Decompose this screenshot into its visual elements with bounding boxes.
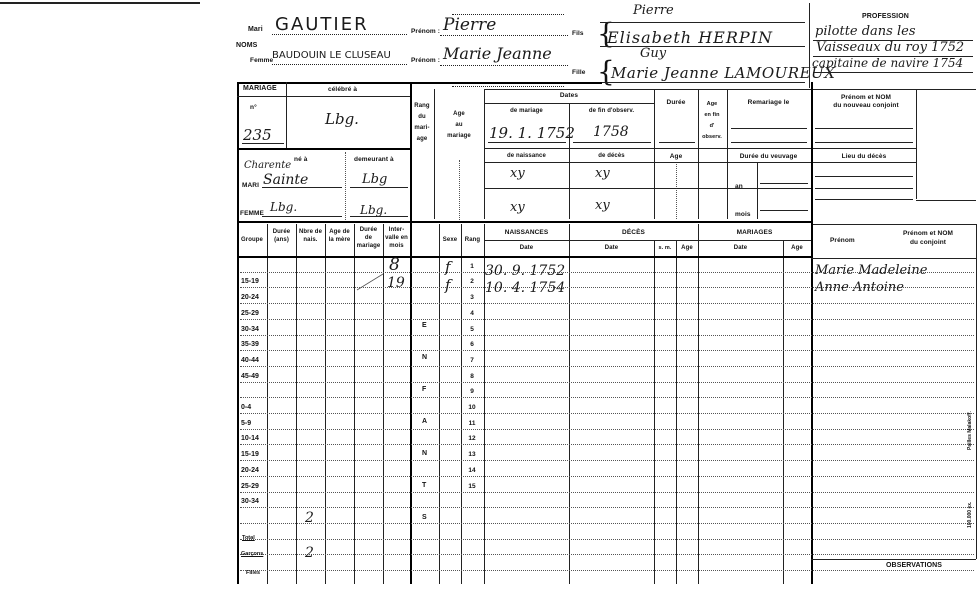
table-left-border (237, 224, 239, 584)
mari-demeurant-value: Lbg (362, 172, 388, 187)
naissances-label: NAISSANCES (504, 229, 549, 236)
rank-number: 11 (468, 420, 476, 427)
femme-demeurant-rule (350, 216, 408, 217)
garcons-label: Garçons (241, 551, 264, 557)
celebre-label: célébré à (328, 86, 358, 93)
profession-line-1: pilotte dans les (815, 24, 916, 39)
duree-mariage-slash (355, 272, 385, 292)
total-label: Total (242, 535, 255, 541)
rang-label: Rang (464, 237, 481, 243)
de-mariage-label: de mariage (510, 108, 543, 114)
nouveau-conjoint-label: Prénom et NOM du nouveau conjoint (833, 94, 899, 109)
prenom-col-label: Prénom (830, 237, 855, 244)
table-row-line (240, 303, 974, 304)
rank-number: 14 (468, 467, 476, 474)
prenom-femme-label: Prénom : (411, 57, 440, 64)
duree-ans-label: Durée (ans) (272, 229, 291, 243)
total-value: 2 (305, 510, 314, 526)
table-row-line (240, 413, 974, 414)
prenom-femme-line (440, 65, 568, 66)
header-bottom-rule-right (811, 258, 976, 259)
fille-line (600, 82, 805, 83)
duree-rule (659, 142, 695, 143)
parents-femme-value: Marie Jeanne LAMOUREUX (611, 64, 836, 82)
age-group-label: 15-19 (241, 451, 259, 458)
conjoint-col-label: Prénom et NOM du conjoint (902, 230, 954, 246)
femme-nom-value: BAUDOUIN LE CLUSEAU (272, 50, 391, 61)
col-sexe (439, 224, 440, 584)
col-age-deces (676, 240, 677, 584)
table-row-line (240, 366, 974, 367)
femme-demeurant-value: Lbg. (360, 203, 388, 217)
table-row-line (240, 570, 974, 571)
profession-rule-3 (813, 72, 973, 73)
mid-sub-rule-2 (484, 162, 811, 163)
intervalle-label: Inter- valle en mois (385, 227, 408, 249)
age-group-label: 15-19 (241, 278, 259, 285)
table-row-line (240, 554, 974, 555)
table-row-line (240, 350, 974, 351)
filles-value: 2 (305, 545, 314, 561)
dates-top-rule (484, 89, 811, 90)
age-group-label: 20-24 (241, 294, 259, 301)
mid-sub-rule-2-right (811, 162, 916, 163)
naissance-mari-value: xy (510, 166, 525, 181)
veuvage-divider (757, 162, 758, 219)
femme-caps-label: FEMME (240, 210, 264, 217)
rang-divider (434, 89, 435, 219)
numero-divider (286, 96, 287, 148)
remariage-label: Remariage le (747, 99, 790, 106)
naissance-value-2: 10. 4. 1754 (485, 280, 566, 296)
mid-top-border (237, 82, 602, 84)
profession-line-3: capitaine de navire 1754 (812, 56, 964, 70)
mari-label: Mari (248, 26, 263, 33)
observations-label: OBSERVATIONS (886, 562, 943, 569)
age-group-label: 30-34 (241, 326, 259, 333)
age-group-label: 25-29 (241, 483, 259, 490)
groupe-label: Groupe (241, 237, 263, 243)
remariage-rule-2 (731, 142, 807, 143)
bottom-right-top (811, 224, 976, 225)
table-row-line (240, 539, 974, 540)
rank-number: 15 (468, 483, 476, 490)
prenom-mari-label: Prénom : (411, 28, 440, 35)
age-group-label: 25-29 (241, 310, 259, 317)
femme-label: Femme (250, 57, 274, 64)
bottom-dotted-line (452, 86, 564, 87)
sexe-label: Sexe (442, 237, 458, 243)
enfants-letter: F (422, 386, 427, 393)
intervalle-value-1: 8 (389, 255, 400, 275)
conjoint-rule-1 (815, 128, 913, 129)
enfants-letter: N (422, 354, 428, 361)
table-row-line (240, 382, 974, 383)
age-group-label: 10-14 (241, 435, 259, 442)
age-group-label: 5-9 (241, 420, 252, 427)
femme-nom-line (272, 64, 407, 65)
age-mere-label: Age de la mère (328, 229, 351, 243)
mid-right-border (811, 82, 813, 224)
top-rule (0, 2, 200, 4)
femme-prenom-value: Marie Jeanne (443, 44, 552, 63)
mari-nom-value: GAUTIER (275, 14, 369, 35)
duree-label: Durée (666, 99, 686, 106)
an-label: an (735, 183, 743, 190)
mari-lieu-rule (262, 187, 342, 188)
print-count-mark: 100.000 ex. (967, 501, 973, 528)
age-group-label: 40-44 (241, 357, 259, 364)
dates-mid-divider (569, 103, 570, 219)
prenom-value-1: Marie Madeleine (815, 263, 928, 278)
fin-observ-rule (573, 142, 651, 143)
enfants-letter: E (422, 322, 427, 329)
mid-left-border (237, 82, 239, 224)
mari-ne-a-2: Sainte (263, 172, 309, 188)
fin-observ-label: de fin d'observ. (588, 108, 635, 114)
rank-number: 7 (470, 357, 474, 364)
col-rang (461, 224, 462, 584)
naissance-femme-value: xy (510, 200, 525, 215)
col-age-mere (325, 224, 326, 584)
table-row-line (240, 523, 974, 524)
sub-header-rule (484, 240, 811, 241)
profession-line-2: Vaisseaux du roy 1752 (816, 40, 965, 55)
fils-label: Fils (572, 30, 584, 37)
mid-sub-rule-3 (484, 188, 811, 189)
filles-label: Filles (246, 570, 261, 576)
age-group-label: 20-24 (241, 467, 259, 474)
parents-mari-value: Elisabeth HERPIN (607, 28, 773, 47)
numero-value: 235 (243, 126, 272, 144)
date-mariage-rule (488, 142, 566, 143)
header-bottom-rule (237, 256, 811, 258)
enfants-letter: T (422, 482, 427, 489)
age-mariage-label: Age au mariage (447, 111, 471, 139)
mariage-label: MARIAGE (243, 85, 277, 92)
mariage-date-label: Date (733, 245, 748, 251)
age-group-label: 30-34 (241, 498, 259, 505)
fils-top-line (600, 22, 805, 23)
veuvage-rule (760, 183, 808, 184)
col-deces (569, 224, 570, 584)
rank-number: 2 (470, 278, 474, 285)
mariages-caps-label: MARIAGES (736, 229, 773, 236)
table-right-border (976, 224, 977, 559)
col-prenom (811, 224, 813, 584)
col-duree (267, 224, 268, 584)
mari-ne-a-1: Charente (244, 160, 292, 171)
ne-a-label: né à (294, 156, 308, 163)
col-mariages (698, 224, 699, 584)
naissance-value-1: 30. 9. 1752 (485, 263, 566, 279)
sm-label: s. m. (658, 245, 672, 251)
observations-top-rule (811, 559, 976, 560)
age-group-label: 35-39 (241, 341, 259, 348)
table-row-line (240, 397, 974, 398)
observ-rule (916, 200, 976, 201)
table-row-line (240, 319, 974, 320)
age-group-label: 0-4 (241, 404, 252, 411)
mois-label: mois (735, 211, 751, 218)
mari-caps-label: MARI (242, 182, 260, 189)
pere-femme-value: Guy (640, 46, 667, 61)
rank-number: 6 (470, 341, 474, 348)
date-mariage-value: 19. 1. 1752 (489, 124, 575, 142)
intervalle-value-2: 19 (387, 275, 405, 291)
table-row-line (240, 429, 974, 430)
table-row-line (240, 460, 974, 461)
lieu-divider (345, 152, 346, 220)
naissance-date-label: Date (519, 245, 534, 251)
age-fin-observ-label: Age en fin d' observ. (702, 101, 722, 140)
age-dotted-mid (676, 164, 677, 219)
rank-number: 4 (470, 310, 474, 317)
remariage-rule-1 (731, 128, 807, 129)
duree-veuvage-label: Durée du veuvage (739, 153, 798, 160)
sexe-value-1: f (445, 258, 451, 276)
numero-label: n° (250, 104, 257, 111)
rank-number: 12 (468, 435, 476, 442)
col-age-mariage (783, 240, 784, 584)
demeurant-label: demeurant à (354, 156, 394, 163)
prenom-value-2: Anne Antoine (815, 280, 904, 295)
rank-number: 3 (470, 294, 474, 301)
numero-rule (242, 143, 284, 144)
table-row-line (240, 444, 974, 445)
mid-bottom-border (237, 221, 811, 223)
femme-ne-a-value: Lbg. (270, 200, 298, 214)
mariage-label-divider (286, 82, 287, 97)
right-block-divider (916, 89, 917, 199)
table-row-line (240, 492, 974, 493)
prenom-mari-line (440, 35, 568, 36)
age-label: Age (669, 153, 683, 160)
mari-nom-line (272, 34, 407, 35)
profession-label: PROFESSION (862, 13, 909, 20)
nbre-nais-label: Nbre de nais. (298, 229, 323, 243)
noms-label: NOMS (236, 42, 258, 49)
mari-demeurant-rule (350, 187, 408, 188)
femme-lieu-rule (262, 216, 342, 217)
deces-femme-value: xy (595, 198, 610, 213)
table-row-line (240, 476, 974, 477)
dates-label: Dates (559, 92, 579, 99)
col-sm (654, 240, 655, 584)
rank-number: 8 (470, 373, 474, 380)
top-dotted-line (452, 14, 564, 15)
veuvage-rule-2 (760, 210, 808, 211)
mari-prenom-value: Pierre (443, 15, 497, 35)
fin-observ-value: 1758 (593, 124, 629, 140)
col-enfants (410, 224, 412, 584)
lieu-rule-1 (815, 176, 913, 177)
enfants-letter: S (422, 514, 427, 521)
fils-brace: { (597, 17, 615, 50)
conjoint-rule-2 (815, 142, 913, 143)
rank-number: 13 (468, 451, 476, 458)
fils-bottom-line (600, 46, 805, 47)
mariage-age-label: Age (791, 245, 803, 251)
lieu-deces-label: Lieu du décès (841, 153, 887, 160)
enfants-letter: A (422, 418, 428, 425)
rang-mariage-label: Rang du mari- age (414, 103, 430, 142)
lieu-rule-2 (815, 188, 913, 189)
mid-top-right-border (811, 89, 976, 90)
rank-number: 1 (470, 263, 474, 270)
mariage-box-bottom (237, 148, 411, 150)
de-deces-label: de décès (598, 153, 625, 159)
table-row-line (240, 507, 974, 508)
age-group-label: 45-49 (241, 373, 259, 380)
enfants-letter: N (422, 450, 428, 457)
pere-mari-value: Pierre (633, 3, 674, 18)
age-deces-label: Age (681, 245, 693, 251)
printer-mark: Pailles Malakoff. (967, 411, 973, 450)
sexe-value-2: f (445, 276, 451, 294)
deces-mari-value: xy (595, 166, 610, 181)
lieu-rule-3 (815, 199, 913, 200)
age-dotted (459, 160, 460, 220)
rank-number: 9 (470, 388, 474, 395)
mid-sub-rule (484, 148, 811, 149)
deces-date-label: Date (604, 245, 619, 251)
col-nbre (296, 224, 297, 584)
lieu-mariage-value: Lbg. (325, 110, 359, 128)
mid-sub-rule-right (811, 148, 916, 149)
fille-brace: { (597, 55, 615, 88)
duree-mariage-label: Durée de mariage (356, 227, 381, 249)
fille-label: Fille (572, 69, 586, 76)
profession-divider (809, 3, 810, 88)
rank-number: 10 (468, 404, 476, 411)
de-naissance-label: de naissance (507, 153, 546, 159)
deces-caps-label: DÉCÈS (622, 229, 645, 236)
mariage-header-rule (237, 96, 411, 97)
table-row-line (240, 335, 974, 336)
rank-number: 5 (470, 326, 474, 333)
